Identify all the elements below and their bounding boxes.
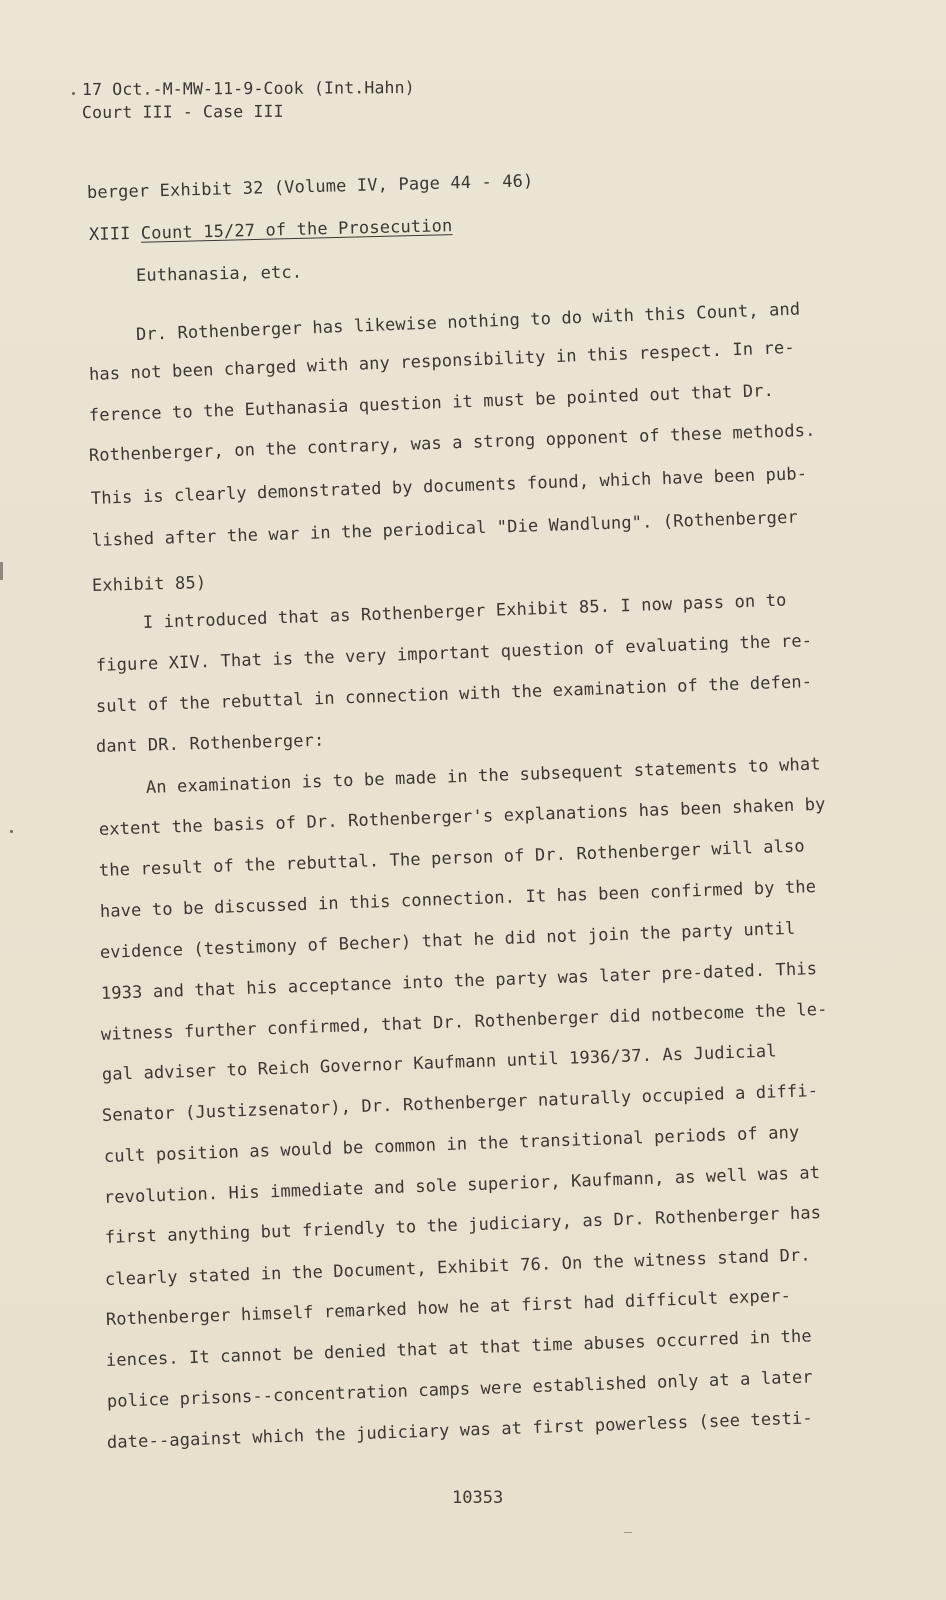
body-line: have to be discussed in this connection. It has been confirmed by the	[99, 876, 817, 922]
body-line: police prisons--concentration camps were established only at a later	[106, 1367, 814, 1412]
count-title: Count 15/27 of the Prosecution	[140, 216, 453, 244]
body-line: date--against which the judiciary was at first powerless (see testi-	[106, 1408, 814, 1453]
body-line: extent the basis of Dr. Rothenberger's explanations has been shaken by	[98, 794, 826, 840]
edge-mark	[0, 562, 3, 580]
subject-line: Euthanasia, etc.	[135, 262, 303, 286]
body-line: dant DR. Rothenberger:	[95, 730, 325, 757]
margin-speck	[10, 830, 13, 833]
body-line: the result of the rebuttal. The person of Dr. Rothenberger will also	[98, 836, 806, 881]
body-line: clearly stated in the Document, Exhibit 76. On the witness stand Dr.	[104, 1245, 812, 1290]
body-line: sult of the rebuttal in connection with the examination of the defen-	[95, 671, 813, 717]
header-court-line: Court III - Case III	[81, 101, 284, 122]
body-line: ference to the Euthanasia question it must be pointed out that Dr.	[88, 380, 775, 426]
body-line: revolution. His immediate and sole superior, Kaufmann, as well was at	[103, 1162, 821, 1208]
body-line: This is clearly demonstrated by documents found, which have been pub-	[90, 463, 808, 509]
body-line: first anything but friendly to the judiciary, as Dr. Rothenberger has	[104, 1202, 822, 1248]
body-line: iences. It cannot be denied that at that time abuses occurred in the	[105, 1326, 813, 1371]
body-line: figure XIV. That is the very important question of evaluating the re-	[95, 630, 813, 676]
margin-speck	[72, 92, 75, 95]
page-number: 10353	[452, 1488, 504, 1508]
body-line: lished after the war in the periodical "Die Wandlung". (Rothenberger	[91, 507, 799, 551]
count-heading	[89, 216, 453, 245]
exhibit-reference: berger Exhibit 32 (Volume IV, Page 44 - 46)	[86, 171, 534, 203]
body-line: Exhibit 85)	[91, 573, 207, 596]
paper-scuff	[624, 1532, 632, 1533]
body-line: gal adviser to Reich Governor Kaufmann until 1936/37. As Judicial	[101, 1041, 777, 1085]
body-line: Senator (Justizsenator), Dr. Rothenberger naturally occupied a diffi-	[101, 1080, 819, 1126]
body-line: has not been charged with any responsibility in this respect. In re-	[88, 337, 796, 385]
body-line: An examination is to be made in the subsequent statements to what	[145, 754, 821, 798]
header-session-line: 17 Oct.-M-MW-11-9-Cook (Int.Hahn)	[81, 77, 415, 99]
body-line: 1933 and that his acceptance into the party was later pre-dated. This	[100, 958, 818, 1004]
body-line: I introduced that as Rothenberger Exhibit 85. I now pass on to	[142, 590, 787, 633]
body-line: Dr. Rothenberger has likewise nothing to do with this Count, and	[135, 299, 801, 345]
body-line: evidence (testimony of Becher) that he did not join the party until	[99, 918, 796, 963]
body-line: witness further confirmed, that Dr. Rothenberger did notbecome the le-	[100, 999, 828, 1045]
body-line: Rothenberger himself remarked how he at first had difficult exper-	[105, 1286, 792, 1330]
count-prefix: XIII	[88, 223, 142, 245]
body-line: Rothenberger, on the contrary, was a strong opponent of these methods.	[88, 420, 816, 466]
body-line: cult position as would be common in the transitional periods of any	[103, 1122, 800, 1167]
